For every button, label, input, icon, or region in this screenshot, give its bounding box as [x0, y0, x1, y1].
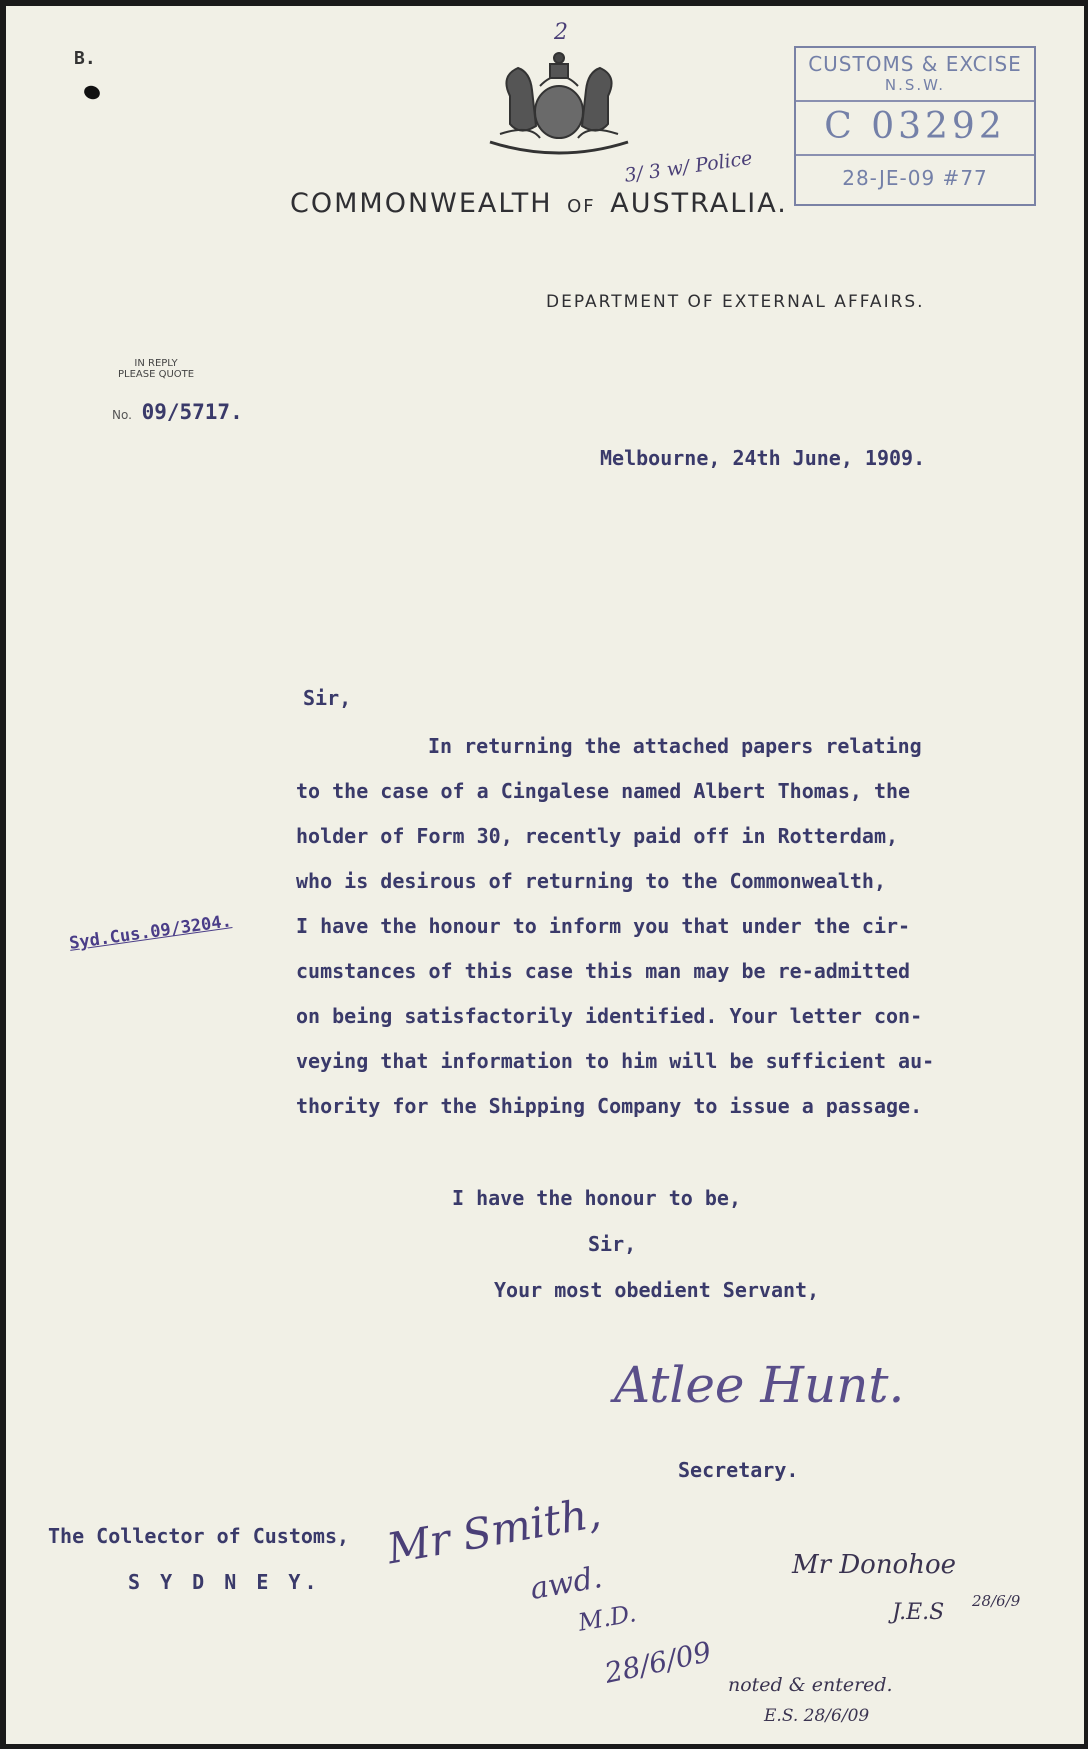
title-of: OF	[567, 196, 596, 217]
body-line: who is desirous of returning to the Commonwealth,	[296, 869, 887, 893]
police-annotation: 3/ 3 w/ Police	[623, 147, 754, 187]
signature: Atlee Hunt.	[614, 1356, 905, 1414]
closing-line2: Sir,	[588, 1232, 637, 1256]
title-period: .	[777, 188, 788, 219]
letter-page	[6, 6, 1084, 1744]
reply-number: 09/5717.	[141, 400, 243, 424]
salutation: Sir,	[303, 686, 352, 710]
body-line: I have the honour to inform you that under the cir-	[296, 914, 911, 938]
stamp-divider	[796, 100, 1034, 102]
title-commonwealth: COMMONWEALTH	[290, 188, 553, 219]
body-line: to the case of a Cingalese named Albert Thomas, the	[296, 779, 911, 803]
note-date: 28/6/09	[601, 1635, 715, 1690]
closing-line3: Your most obedient Servant,	[494, 1278, 820, 1302]
margin-reference: Syd.Cus.09/3204.	[68, 911, 233, 954]
note-initials: awd.	[527, 1559, 605, 1608]
addressee-line1: The Collector of Customs,	[48, 1524, 350, 1548]
note-noted-initials: E.S. 28/6/09	[764, 1706, 870, 1726]
coat-of-arms-icon	[480, 46, 638, 156]
note-donohoe-date: 28/6/9	[972, 1592, 1021, 1610]
ink-dot	[82, 84, 101, 102]
closing-line1: I have the honour to be,	[452, 1186, 741, 1210]
stamp-number: C 03292	[824, 106, 1006, 147]
signer-title: Secretary.	[678, 1458, 799, 1482]
letter-body	[296, 724, 1016, 1129]
body-line: veying that information to him will be sufficient au-	[296, 1049, 935, 1073]
note-smith: Mr Smith,	[383, 1487, 605, 1574]
folio-number: 2	[554, 20, 568, 45]
customs-receipt-stamp	[794, 46, 1036, 206]
body-line: holder of Form 30, recently paid off in Rotterdam,	[296, 824, 899, 848]
body-line: In returning the attached papers relating	[428, 734, 922, 758]
note-donohoe: Mr Donohoe	[792, 1550, 956, 1580]
dateline: Melbourne, 24th June, 1909.	[600, 446, 926, 470]
body-line: on being satisfactorily identified. Your letter con-	[296, 1004, 923, 1028]
note-initials2: M.D.	[576, 1599, 639, 1637]
body-line: cumstances of this case this man may be re-admitted	[296, 959, 911, 983]
stamp-line2: N.S.W.	[884, 76, 946, 94]
title-australia: AUSTRALIA	[610, 188, 778, 219]
reply-line1: IN REPLY	[134, 358, 178, 369]
page-title	[290, 188, 788, 219]
corner-mark: B.	[74, 48, 96, 69]
body-line: thority for the Shipping Company to issue a passage.	[296, 1094, 923, 1118]
note-initials3: J.E.S	[892, 1600, 945, 1625]
reply-number-line	[112, 400, 243, 424]
stamp-line1: CUSTOMS & EXCISE	[808, 52, 1022, 76]
reply-line2: PLEASE QUOTE	[118, 369, 195, 380]
stamp-date: 28-JE-09 #77	[842, 166, 988, 190]
department-name: DEPARTMENT OF EXTERNAL AFFAIRS.	[546, 292, 925, 312]
reply-prefix: No.	[112, 408, 132, 422]
stamp-divider	[796, 154, 1034, 156]
note-noted: noted & entered.	[728, 1674, 893, 1696]
addressee-line2: S Y D N E Y.	[128, 1570, 321, 1594]
reply-label	[118, 358, 194, 380]
